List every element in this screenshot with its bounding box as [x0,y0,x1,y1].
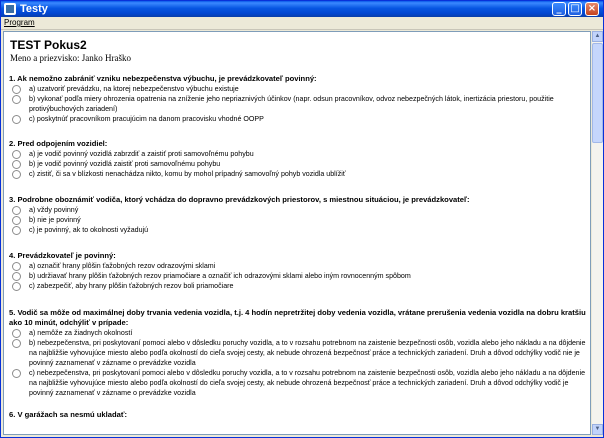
close-button[interactable]: × [585,2,599,16]
answer-text: b) nebezpečenstva, pri poskytovaní pomoci alebo v dôsledku poruchy vozidla, a to v rozsahu potrebnom na zaistenie bezpečnosti osôb, vozidla alebo jeho nákladu a na dôjdenie na najbližšie vyhovujúce miesto alebo podľa okolností do cieľa svojej cesty, ak nebude ohrozená bezpečnosť práce a technických zariadení. Druh a dôvod odchýlky vodič nie je povinný zaznamenať v zázname o prevádzke vozidla [29,339,586,367]
radio-button[interactable] [12,115,21,124]
answer-text: c) poskytnúť pracovníkom pracujúcim na danom pracovisku vhodné OOPP [29,115,264,123]
question-2 [9,139,589,179]
question-5 [9,308,589,398]
vertical-scrollbar[interactable] [592,31,603,435]
question-6 [9,410,589,420]
answer-text: a) vždy povinný [29,206,79,214]
answer-option[interactable] [9,338,589,368]
menu-bar [1,17,603,30]
radio-button[interactable] [12,329,21,338]
radio-button[interactable] [12,216,21,225]
question-title: 1. Ak nemožno zabrániť vzniku nebezpečenstva výbuchu, je prevádzkovateľ povinný: [9,74,317,83]
radio-button[interactable] [12,226,21,235]
radio-button[interactable] [12,85,21,94]
answer-option[interactable] [9,281,589,291]
radio-button[interactable] [12,206,21,215]
answer-option[interactable] [9,328,589,338]
answer-option[interactable] [9,215,589,225]
question-title: 5. Vodič sa môže od maximálnej doby trvania vedenia vozidla, t.j. 4 hodín nepretržitej doby vedenia vozidla, vrátane prerušenia vedenia vozidla na dobru kratšiu ako 10 minút, odchýliť v prípade: [9,308,586,327]
question-1 [9,74,589,124]
radio-button[interactable] [12,272,21,281]
radio-button[interactable] [12,282,21,291]
answer-text: c) je povinný, ak to okolnosti vyžadujú [29,226,149,234]
answer-text: c) zabezpečiť, aby hrany plôšin ťažobných rezov boli priamočiare [29,282,234,290]
answer-option[interactable] [9,368,589,398]
answer-text: a) je vodič povinný vozidlá zabrzdiť a zaistiť proti samovoľnému pohybu [29,150,254,158]
answer-option[interactable] [9,169,589,179]
answer-option[interactable] [9,149,589,159]
test-content [3,31,591,435]
scroll-thumb[interactable] [592,43,603,143]
radio-button[interactable] [12,262,21,271]
answer-option[interactable] [9,271,589,281]
question-title: 2. Pred odpojením vozidiel: [9,139,108,148]
answer-text: b) nie je povinný [29,216,81,224]
answer-option[interactable] [9,94,589,114]
answer-option[interactable] [9,159,589,169]
answer-text: b) je vodič povinný vozidlá zaistiť proti samovoľnému pohybu [29,160,221,168]
scroll-up-button[interactable]: ▲ [592,31,603,42]
minimize-button[interactable]: _ [552,2,566,16]
question-4 [9,251,589,291]
answer-text: a) nemôže za žiadnych okolností [29,329,133,337]
question-title: 3. Podrobne oboznámiť vodiča, ktorý vchádza do dopravno prevádzkových priestorov, s miestnou situáciou, je prevádzkovateľ: [9,195,470,204]
answer-text: b) vykonať podľa miery ohrozenia opatrenia na zníženie jeho nepriaznivých účinkov (napr. odsun pracovníkov, odvoz nebezpečných látok, inertizácia priestoru, použitie protivýbuchových zariadení) [29,95,554,113]
scroll-down-button[interactable]: ▼ [592,424,603,435]
radio-button[interactable] [12,150,21,159]
radio-button[interactable] [12,160,21,169]
answer-option[interactable] [9,261,589,271]
title-bar[interactable] [1,1,603,17]
maximize-button[interactable]: □ [568,2,582,16]
radio-button[interactable] [12,369,21,378]
app-icon [4,3,16,15]
name-label: Meno a priezvisko: Janko Hraško [10,53,131,63]
question-title: 4. Prevádzkovateľ je povinný: [9,251,116,260]
menu-program[interactable]: Program [4,18,35,27]
answer-option[interactable] [9,205,589,215]
window-title: Testy [20,3,48,15]
test-title: TEST Pokus2 [10,38,87,52]
question-3 [9,195,589,235]
answer-text: c) nebezpečenstva, pri poskytovaní pomoci alebo v dôsledku poruchy vozidla, a to v rozsahu potrebnom na zaistenie bezpečnosti osôb, vozidla alebo jeho nákladu a na dôjdenie na najbližšie vyhovujúce miesto alebo podľa okolností do cieľa svojej cesty, ak nebude ohrozená bezpečnosť práce a technických zariadení. Druh a dôvod odchýlky vodič je povinný zaznamenať v zázname o prevádzke vozidla [29,369,586,397]
radio-button[interactable] [12,170,21,179]
answer-text: a) uzatvoriť prevádzku, na ktorej nebezpečenstvo výbuchu existuje [29,85,239,93]
answer-option[interactable] [9,225,589,235]
answer-option[interactable] [9,114,589,124]
radio-button[interactable] [12,95,21,104]
radio-button[interactable] [12,339,21,348]
answer-option[interactable] [9,84,589,94]
question-title: 6. V garážach sa nesmú ukladať: [9,410,128,419]
answer-text: c) zistiť, či sa v blízkosti nenachádza nikto, komu by mohol prípadný samovoľný pohyb vozidla ublížiť [29,170,346,178]
answer-text: a) označiť hrany plôšin ťažobných rezov odrazovými sklami [29,262,216,270]
answer-text: b) udržiavať hrany plôšin ťažobných rezov priamočiare a označiť ich odrazovými sklami alebo iným rovnocenným spôbom [29,272,411,280]
